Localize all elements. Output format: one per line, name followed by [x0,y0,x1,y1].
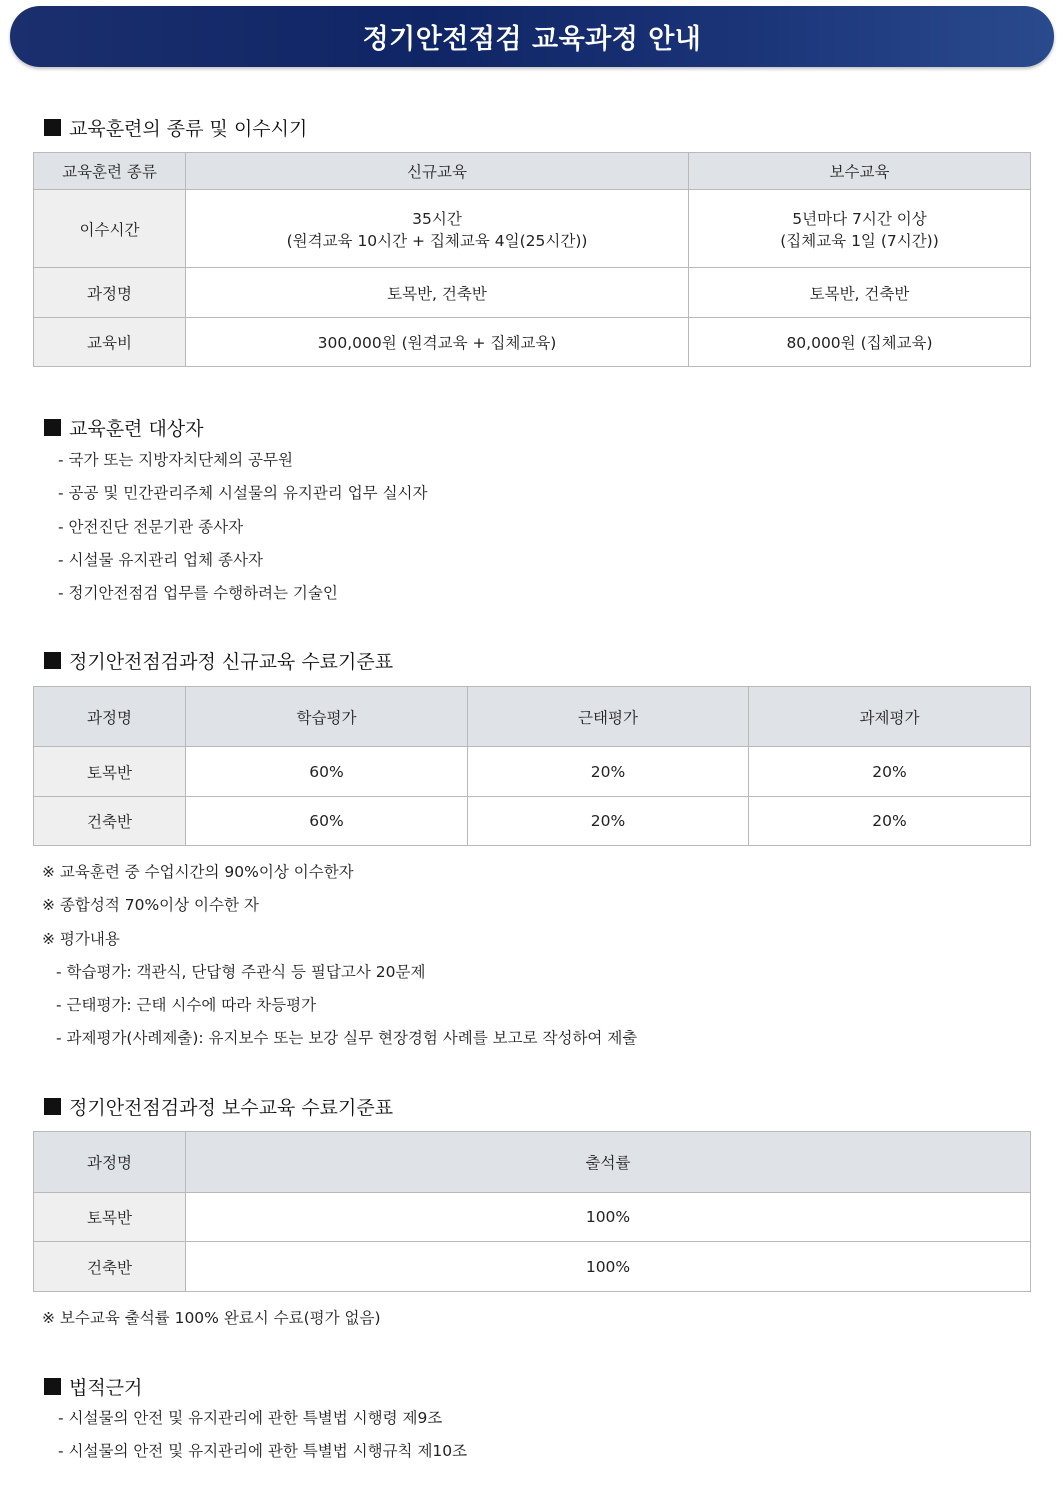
target-list [58,450,428,616]
table-cell: 300,000원 (원격교육 + 집체교육) [186,318,689,367]
table-header-row [34,687,1031,747]
list-item: - 시설물 유지관리 업체 종사자 [58,550,263,569]
section-title-target [44,414,204,441]
table-cell [186,190,689,268]
header-cell: 신규교육 [186,153,689,190]
square-bullet-icon [44,652,61,669]
list-item: - 시설물의 안전 및 유지관리에 관한 특별법 시행규칙 제10조 [58,1442,468,1461]
title-banner [10,6,1054,67]
table-row [34,268,1031,318]
header-cell: 교육훈련 종류 [34,153,186,190]
table-cell: 100% [186,1193,1031,1242]
table-cell: 60% [186,747,468,797]
header-cell: 과정명 [34,1132,186,1193]
table-cell: 60% [186,797,468,846]
cell-line: (집체교육 1일 (7시간)) [780,231,939,250]
table-row [34,318,1031,367]
note-item: ※ 평가내용 [42,929,120,948]
list-item: - 공공 및 민간관리주체 시설물의 유지관리 업무 실시자 [58,484,428,503]
sub-note-item: - 학습평가: 객관식, 단답형 주관식 등 필답고사 20문제 [56,962,426,981]
row-label: 과정명 [34,268,186,318]
section-title-refresh-criteria [44,1093,393,1120]
header-cell: 근태평가 [468,687,749,747]
cell-line: 5년마다 7시간 이상 [792,209,927,228]
note-item: ※ 보수교육 출석률 100% 완료시 수료(평가 없음) [42,1309,381,1327]
table-header-row [34,1132,1031,1193]
table-row [34,190,1031,268]
section-title-text: 교육훈련 대상자 [69,418,204,440]
table-cell: 토목반, 건축반 [689,268,1031,318]
section-title-text: 정기안전점검과정 신규교육 수료기준표 [69,651,394,673]
section-title-course-types [44,114,307,141]
cell-line: 35시간 [412,209,462,228]
square-bullet-icon [44,1098,61,1115]
table-cell: 80,000원 (집체교육) [689,318,1031,367]
square-bullet-icon [44,1378,61,1395]
table-row [34,1193,1031,1242]
section-title-new-criteria [44,647,393,674]
square-bullet-icon [44,119,61,136]
row-label: 이수시간 [34,190,186,268]
table-row [34,747,1031,797]
table-cell: 20% [749,747,1031,797]
header-cell: 학습평가 [186,687,468,747]
list-item: - 국가 또는 지방자치단체의 공무원 [58,451,293,469]
table-header-row [34,153,1031,190]
refresh-criteria-table [33,1131,1031,1292]
square-bullet-icon [44,419,61,436]
header-cell: 보수교육 [689,153,1031,190]
table-cell: 토목반, 건축반 [186,268,689,318]
table-cell: 20% [468,747,749,797]
section-title-legal-basis [44,1373,142,1400]
table-row [34,1242,1031,1292]
course-types-table [33,152,1031,367]
header-cell: 과정명 [34,687,186,747]
table-row [34,797,1031,846]
table-cell [689,190,1031,268]
table-cell: 20% [468,797,749,846]
page-title: 정기안전점검 교육과정 안내 [362,24,702,55]
row-label: 교육비 [34,318,186,367]
row-label: 건축반 [34,1242,186,1292]
header-cell: 과제평가 [749,687,1031,747]
list-item: - 안전진단 전문기관 종사자 [58,517,244,536]
section-title-text: 정기안전점검과정 보수교육 수료기준표 [69,1097,394,1119]
note-item: ※ 종합성적 70%이상 이수한 자 [42,896,259,915]
list-item: - 시설물의 안전 및 유지관리에 관한 특별법 시행령 제9조 [58,1409,443,1427]
section-title-text: 법적근거 [69,1377,143,1399]
sub-note-item: - 과제평가(사례제출): 유지보수 또는 보강 실무 현장경험 사례를 보고로 작성하여 제출 [56,1029,638,1048]
row-label: 토목반 [34,747,186,797]
header-cell: 출석률 [186,1132,1031,1193]
note-item: ※ 교육훈련 중 수업시간의 90%이상 이수한자 [42,863,354,881]
legal-basis-list [58,1408,467,1475]
table-cell: 20% [749,797,1031,846]
cell-line: (원격교육 10시간 + 집체교육 4일(25시간)) [286,231,588,250]
row-label: 토목반 [34,1193,186,1242]
refresh-criteria-notes [42,1308,381,1341]
list-item: - 정기안전점검 업무를 수행하려는 기술인 [58,584,338,603]
table-cell: 100% [186,1242,1031,1292]
row-label: 건축반 [34,797,186,846]
sub-note-item: - 근태평가: 근태 시수에 따라 차등평가 [56,996,317,1015]
new-criteria-table [33,686,1031,846]
section-title-text: 교육훈련의 종류 및 이수시기 [69,118,308,140]
new-criteria-notes [42,862,637,1062]
